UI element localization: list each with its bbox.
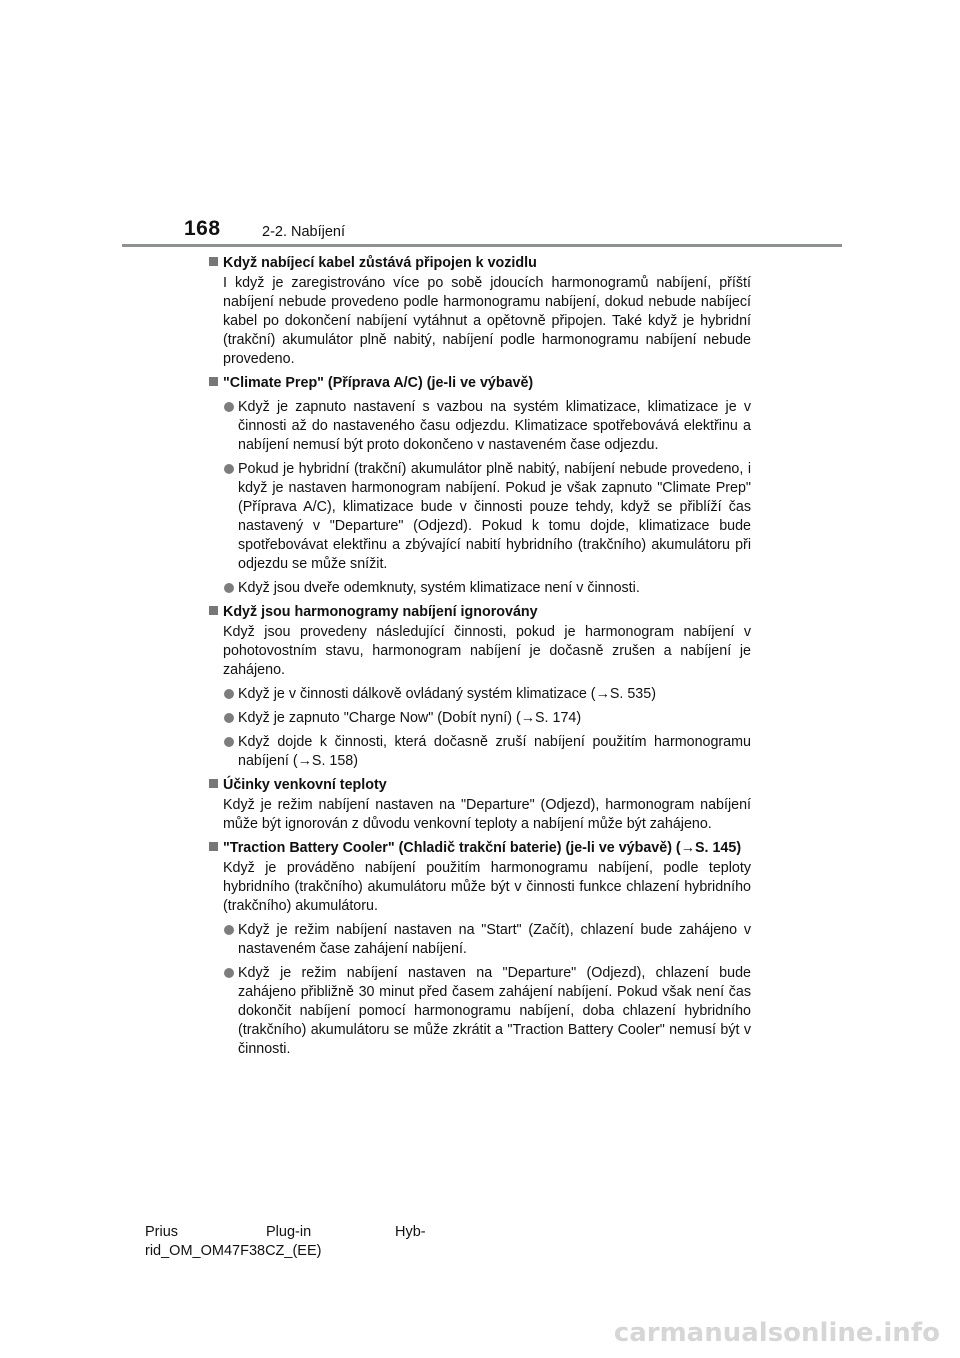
square-bullet-icon xyxy=(209,779,218,788)
header-divider xyxy=(122,244,842,247)
section-title: 2-2. Nabíjení xyxy=(262,224,346,240)
section-block xyxy=(209,603,751,771)
list-item xyxy=(209,398,751,455)
circle-bullet-icon xyxy=(224,402,234,412)
list-item-text: Když je režim nabíjení nastaven na "Start" (Začít), chlazení bude zahájeno v nastaveném čase zahájení nabíjení. xyxy=(238,922,751,957)
circle-bullet-icon xyxy=(224,713,234,723)
list-item xyxy=(209,460,751,574)
list-item xyxy=(209,733,751,771)
section-heading xyxy=(209,374,751,393)
list-item xyxy=(209,921,751,959)
section-heading-text: Když nabíjecí kabel zůstává připojen k vozidlu xyxy=(223,255,537,271)
section-paragraph: Když jsou provedeny následující činnosti, pokud je harmonogram nabíjení v pohotovostním stavu, harmonogram nabíjení je dočasně zrušen a nabíjení je zahájeno. xyxy=(223,624,751,678)
section-paragraph: I když je zaregistrováno více po sobě jdoucích harmonogramů nabíjení, příští nabíjení nebude provedeno podle harmonogramu nabíjení, dokud nebude nabíjecí kabel po dokončení nabíjení vytáhnut a opětovně připojen. Také když je hybridní (trakční) akumulátor plně nabitý, nabíjení podle harmonogramu nabíjení nebude provedeno. xyxy=(223,275,751,367)
list-item-text: Když jsou dveře odemknuty, systém klimatizace není v činnosti. xyxy=(238,580,640,596)
square-bullet-icon xyxy=(209,606,218,615)
section-heading xyxy=(209,776,751,795)
list-item-text: Když je zapnuto "Charge Now" (Dobít nyní) (→S. 174) xyxy=(238,710,582,726)
section-paragraph: Když je prováděno nabíjení použitím harmonogramu nabíjení, podle teploty hybridního (trakčního) akumulátoru může být v činnosti funkce chlazení hybridního (trakčního) akumulátoru. xyxy=(223,860,751,914)
circle-bullet-icon xyxy=(224,689,234,699)
list-item xyxy=(209,964,751,1059)
list-item-text: Když dojde k činnosti, která dočasně zruší nabíjení použitím harmonogramu nabíjení (→S. 158) xyxy=(238,734,751,769)
circle-bullet-icon xyxy=(224,464,234,474)
watermark-logo: carmanualsonline.info xyxy=(613,1318,940,1348)
footer-hybrid-word: Hyb- xyxy=(395,1224,426,1240)
circle-bullet-icon xyxy=(224,737,234,747)
section-paragraph: Když je režim nabíjení nastaven na "Departure" (Odjezd), harmonogram nabíjení může být ignorován z důvodu venkovní teploty a nabíjení může být zahájeno. xyxy=(223,797,751,832)
document-body xyxy=(209,254,751,1064)
section-block xyxy=(209,374,751,598)
footer-plugin-word: Plug-in xyxy=(266,1224,312,1240)
list-item xyxy=(209,685,751,704)
list-item-text: Když je režim nabíjení nastaven na "Departure" (Odjezd), chlazení bude zahájeno přibližně 30 minut před časem zahájení nabíjení. Pokud však není čas dokončit nabíjení pomocí harmonogramu nabíjení, doba chlazení hybridního (trakčního) akumulátoru se může zkrátit a "Traction Battery Cooler" nemusí být v činnosti. xyxy=(238,965,751,1057)
section-block xyxy=(209,776,751,834)
section-block xyxy=(209,254,751,369)
circle-bullet-icon xyxy=(224,583,234,593)
list-item-text: Když je v činnosti dálkově ovládaný systém klimatizace (→S. 535) xyxy=(238,686,656,702)
page-number: 168 xyxy=(184,217,221,240)
circle-bullet-icon xyxy=(224,925,234,935)
list-item-text: Když je zapnuto nastavení s vazbou na systém klimatizace, klimatizace je v činnosti až do nastaveného času odjezdu. Klimatizace spotřebovává elektřinu a nabíjení nemusí být proto dokončeno v nastaveném čase odjezdu. xyxy=(238,399,751,453)
section-heading-text: Když jsou harmonogramy nabíjení ignorovány xyxy=(223,604,538,620)
section-heading xyxy=(209,254,751,273)
footer-doc-code: rid_OM_OM47F38CZ_(EE) xyxy=(145,1243,322,1259)
list-item-text: Pokud je hybridní (trakční) akumulátor plně nabitý, nabíjení nebude provedeno, i když je nastaven harmonogram nabíjení. Pokud je však zapnuto "Climate Prep" (Příprava A/C), klimatizace bude v činnosti pouze tehdy, když se přiblíží čas nastavený v "Departure" (Odjezd). Pokud k tomu dojde, klimatizace bude spotřebovávat elektřinu a zbývající nabití hybridního (trakčního) akumulátoru při odjezdu se může snížit. xyxy=(238,461,751,572)
circle-bullet-icon xyxy=(224,968,234,978)
square-bullet-icon xyxy=(209,377,218,386)
section-heading xyxy=(209,603,751,622)
section-heading-text: "Climate Prep" (Příprava A/C) (je-li ve výbavě) xyxy=(223,375,534,391)
list-item xyxy=(209,579,751,598)
section-heading-text: Účinky venkovní teploty xyxy=(223,777,387,793)
section-block xyxy=(209,839,751,1059)
square-bullet-icon xyxy=(209,842,218,851)
section-heading-text: "Traction Battery Cooler" (Chladič trakční baterie) (je-li ve výbavě) (→S. 145) xyxy=(223,840,742,856)
footer-model-word: Prius xyxy=(145,1224,179,1240)
section-heading xyxy=(209,839,751,858)
footer xyxy=(145,1223,445,1261)
list-item xyxy=(209,709,751,728)
square-bullet-icon xyxy=(209,257,218,266)
